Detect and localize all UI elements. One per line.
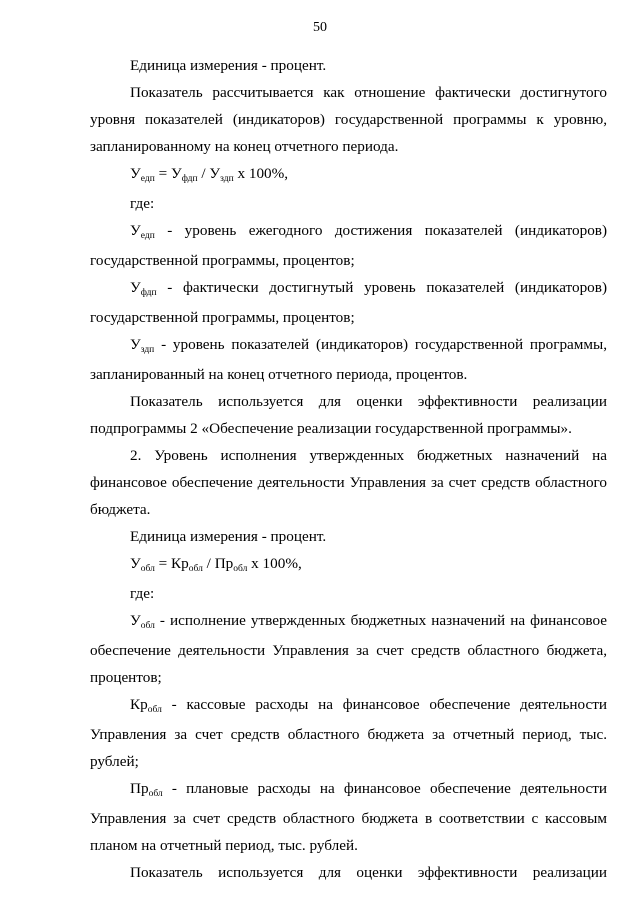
- formula-tail: х 100%,: [233, 165, 289, 182]
- formula-subscript: фдп: [181, 174, 198, 184]
- definition-text: - фактически достигнутый уровень показателей (индикаторов) государственной программы, процентов;: [90, 279, 607, 326]
- formula-tail: х 100%,: [247, 555, 302, 572]
- unit-paragraph-2: Единица измерения - процент.: [130, 528, 327, 545]
- formula-operator: =: [154, 555, 172, 572]
- where-label-1: где:: [130, 195, 155, 212]
- indicator-usage-paragraph-2: Показатель используется для оценки эффективности реализации: [130, 864, 607, 881]
- formula-symbol: У: [209, 165, 221, 182]
- formula-symbol: У: [170, 165, 182, 182]
- indicator-description-paragraph: Показатель рассчитывается как отношение фактически достигнутого уровня показателей (индикаторов) государственной программы к уровню, запланированному на конец отчетного периода.: [90, 84, 607, 155]
- definition-text: - уровень ежегодного достижения показателей (индикаторов) государственной программы, процентов;: [90, 222, 608, 269]
- formula-symbol: У: [130, 165, 141, 182]
- definition-text: - исполнение утвержденных бюджетных назначений на финансовое обеспечение деятельности Управления за счет средств областного бюджета, процентов;: [90, 612, 607, 686]
- formula-symbol: У: [130, 555, 141, 572]
- definition-uedp: [90, 217, 607, 274]
- formula-subscript: обл: [188, 564, 203, 574]
- term-symbol: Пр: [130, 780, 149, 797]
- unit-paragraph-1: Единица измерения - процент.: [130, 57, 327, 74]
- term-subscript: фдп: [140, 288, 157, 298]
- term-symbol: У: [130, 612, 141, 629]
- formula-operator: /: [202, 555, 215, 572]
- formula-1: [90, 160, 607, 190]
- term-symbol: Кр: [130, 696, 148, 713]
- definition-uobl: [90, 607, 607, 691]
- page-number: 50: [313, 20, 327, 35]
- term-subscript: обл: [148, 789, 163, 799]
- definition-text: - уровень показателей (индикаторов) государственной программы, запланированный на конец отчетного периода, процентов.: [90, 336, 607, 383]
- term-subscript: обл: [147, 705, 162, 715]
- term-subscript: обл: [140, 621, 155, 631]
- page-content: [90, 52, 607, 913]
- formula-symbol: Кр: [171, 555, 189, 572]
- term-subscript: здп: [140, 345, 155, 355]
- indicator-usage-paragraph: Показатель используется для оценки эффективности реализации подпрограммы 2 «Обеспечение реализации государственной программы».: [90, 393, 607, 437]
- term-symbol: У: [130, 279, 141, 296]
- formula-operator: =: [154, 165, 171, 182]
- term-subscript: едп: [140, 231, 155, 241]
- term-symbol: У: [130, 336, 141, 353]
- definition-text: - плановые расходы на финансовое обеспечение деятельности Управления за счет средств областного бюджета в соответствии с кассовым планом на отчетный период, тыс. рублей.: [90, 780, 607, 854]
- indicator-2-heading: 2. Уровень исполнения утвержденных бюджетных назначений на финансовое обеспечение деятельности Управления за счет средств областного бюджета.: [90, 447, 607, 518]
- formula-subscript: обл: [233, 564, 248, 574]
- term-symbol: У: [130, 222, 141, 239]
- formula-subscript: здп: [220, 174, 234, 184]
- formula-symbol: Пр: [214, 555, 234, 572]
- formula-operator: /: [197, 165, 210, 182]
- where-label-2: где:: [130, 585, 155, 602]
- definition-krobl: [90, 691, 607, 775]
- definition-text: - кассовые расходы на финансовое обеспечение деятельности Управления за счет средств областного бюджета за отчетный период, тыс. рублей;: [90, 696, 608, 770]
- definition-uzdp: [90, 331, 607, 388]
- formula-subscript: едп: [140, 174, 155, 184]
- definition-ufdp: [90, 274, 607, 331]
- definition-probl: [90, 775, 607, 859]
- formula-subscript: обл: [140, 564, 155, 574]
- formula-2: [90, 550, 607, 580]
